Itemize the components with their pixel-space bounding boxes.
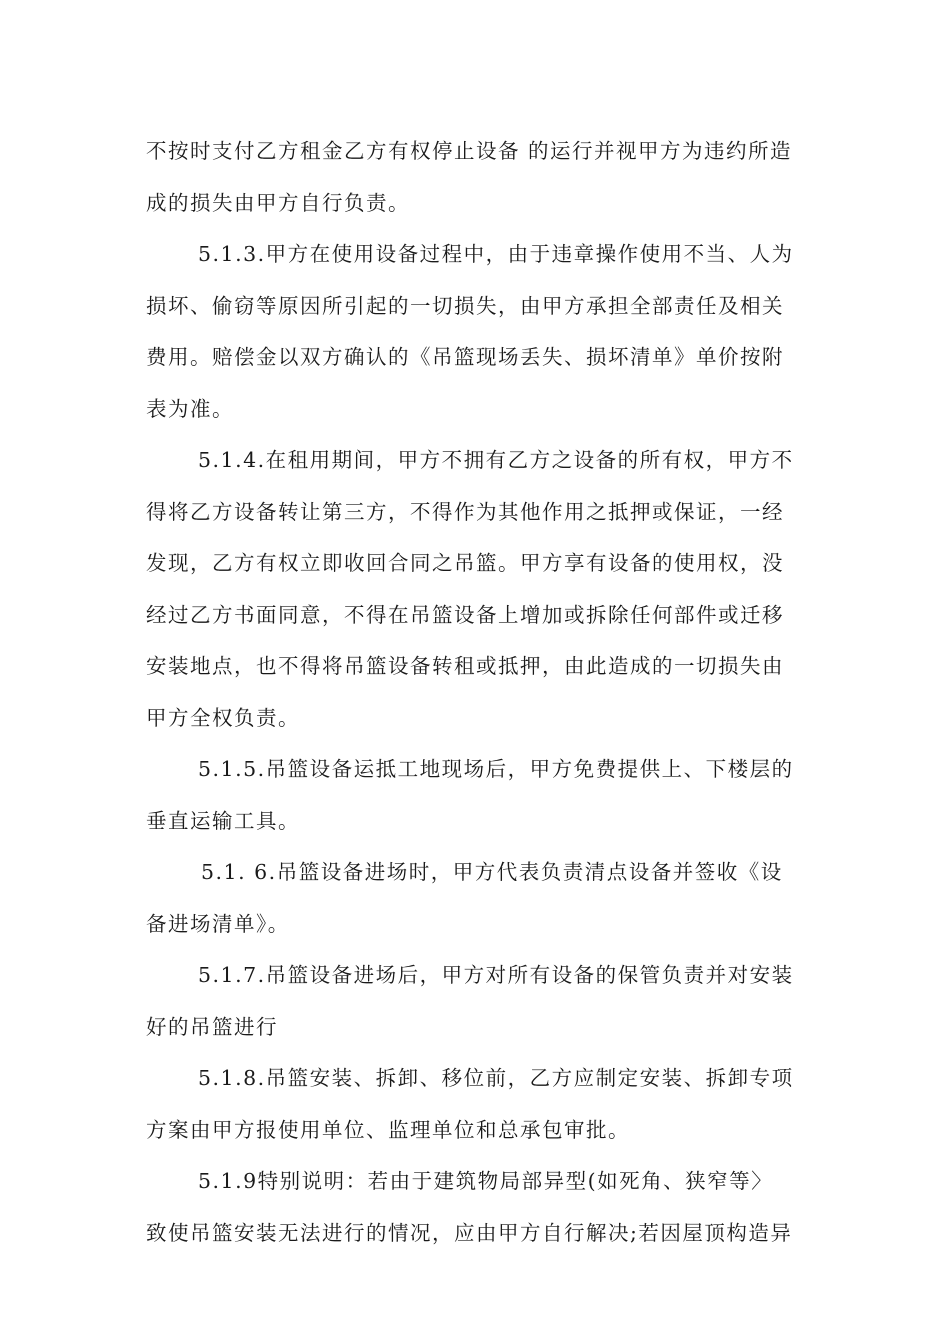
text-line: 备进场清单》。	[146, 911, 290, 936]
text-line: 费用。赔偿金以双方确认的《吊篮现场丢失、损坏清单》单价按附	[146, 345, 784, 369]
text-line: 发现，乙方有权立即收回合同之吊篮。甲方享有设备的使用权，没	[146, 551, 784, 575]
text-line: 好的吊篮进行	[146, 1014, 278, 1039]
text-line: 得将乙方设备转让第三方，不得作为其他作用之抵押或保证，一经	[146, 499, 784, 524]
clause-5-1-3-line: 5.1.3.甲方在使用设备过程中，由于违章操作使用不当、人为	[198, 242, 794, 266]
text-line: 垂直运输工具。	[146, 808, 300, 833]
clause-5-1-4-line: 5.1.4.在租用期间，甲方不拥有乙方之设备的所有权，甲方不	[198, 448, 794, 472]
text-line: 不按时支付乙方租金乙方有权停止设备 的运行并视甲方为违约所造	[146, 139, 793, 163]
text-line: 损坏、偷窃等原因所引起的一切损失，由甲方承担全部责任及相关	[146, 293, 784, 318]
text-line: 方案由甲方报使用单位、监理单位和总承包审批。	[146, 1117, 630, 1142]
document-body	[146, 126, 806, 1259]
text-line: 表为准。	[146, 396, 234, 421]
clause-5-1-5-line: 5.1.5.吊篮设备运抵工地现场后，甲方免费提供上、下楼层的	[198, 757, 794, 781]
text-line: 甲方全权负责。	[146, 705, 300, 730]
clause-5-1-7-line: 5.1.7.吊篮设备进场后，甲方对所有设备的保管负责并对安装	[198, 963, 794, 987]
clause-5-1-8-line: 5.1.8.吊篮安装、拆卸、移位前，乙方应制定安装、拆卸专项	[198, 1066, 794, 1090]
text-line: 经过乙方书面同意，不得在吊篮设备上增加或拆除任何部件或迁移	[146, 602, 784, 627]
text-line: 安装地点，也不得将吊篮设备转租或抵押，由此造成的一切损失由	[146, 654, 784, 678]
clause-5-1-9-line: 5.1.9特别说明：若由于建筑物局部异型(如死角、狭窄等〉	[198, 1169, 774, 1193]
text-line: 成的损失由甲方自行负责。	[146, 190, 410, 215]
text-line: 致使吊篮安装无法进行的情况，应由甲方自行解决;若因屋顶构造异	[146, 1220, 793, 1245]
clause-5-1-6-line: 5.1. 6.吊篮设备进场时，甲方代表负责清点设备并签收《设	[201, 860, 783, 884]
